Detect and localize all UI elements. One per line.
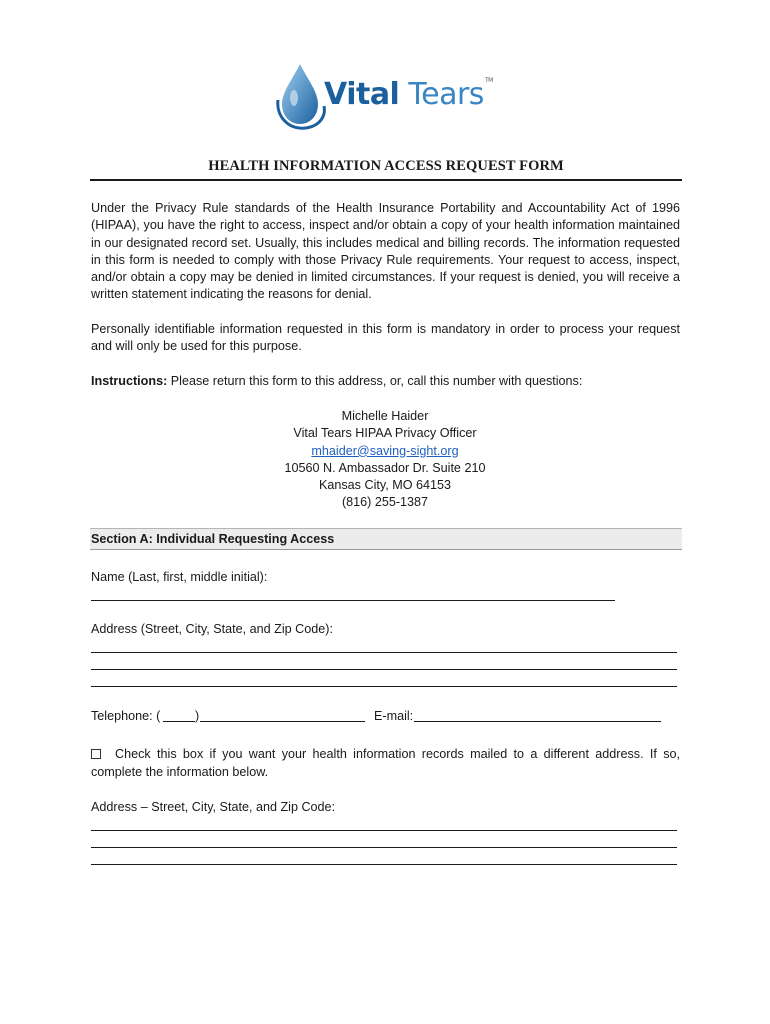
alt-address-label: Address – Street, City, State, and Zip Code: [91,800,336,814]
address-label: Address (Street, City, State, and Zip Code): [91,622,333,636]
contact-block [180,408,590,512]
water-drop-icon [282,64,318,124]
address-field-line-3[interactable] [91,686,677,687]
title-underline [90,179,682,181]
telephone-area-code-line[interactable] [163,721,195,722]
telephone-label: Telephone: ( [91,709,161,723]
name-label: Name (Last, first, middle initial): [91,570,268,584]
instructions-label: Instructions: [91,374,168,388]
telephone-number-line[interactable] [200,721,365,722]
contact-city: Kansas City, MO 64153 [318,478,452,493]
privacy-rule-paragraph: Under the Privacy Rule standards of the Health Insurance Portability and Accountability Act of 1996 (HIPAA), you have the right to access, inspect and/or obtain a copy of your health information maintained in our designated record set. Usually, this includes medical and billing records. The information requested in this form is needed to comply with those Privacy Rule requirements. Your request to access, inspect, and/or obtain a copy may be denied in limited circumstances. If your request is denied, you will receive a written statement indicating the reasons for denial. [91,201,680,302]
logo-trademark: TM [484,77,493,84]
contact-street: 10560 N. Ambassador Dr. Suite 210 [284,460,486,475]
pii-paragraph: Personally identifiable information requested in this form is mandatory in order to process your request and will only be used for this purpose. [91,322,680,354]
alt-address-field-line-2[interactable] [91,847,677,848]
contact-name: Michelle Haider [341,409,429,423]
name-field-line[interactable] [91,600,615,601]
email-field-line[interactable] [414,721,661,722]
different-address-checkbox[interactable] [91,749,101,759]
contact-role: Vital Tears HIPAA Privacy Officer [293,426,477,441]
instructions-text: Please return this form to this address, or, call this number with questions: [170,374,583,388]
section-a-title: Section A: Individual Requesting Access [91,532,335,546]
contact-email-link[interactable]: mhaider@saving-sight.org [311,443,459,458]
alt-address-field-line-3[interactable] [91,864,677,865]
different-address-text: Check this box if you want your health information records mailed to a different address. If so, complete the information below. [91,747,680,779]
contact-phone: (816) 255-1387 [341,495,429,510]
email-label: E-mail: [374,709,414,723]
alt-address-field-line-1[interactable] [91,830,677,831]
address-field-line-2[interactable] [91,669,677,670]
section-a-header [90,528,682,550]
address-field-line-1[interactable] [91,652,677,653]
instructions-paragraph [91,373,680,390]
telephone-close-paren: ) [195,709,200,723]
logo-wordmark [324,77,493,112]
form-title: HEALTH INFORMATION ACCESS REQUEST FORM [208,158,564,174]
logo-word-vital: Vital [324,77,400,112]
logo-word-tears: Tears [408,77,484,112]
